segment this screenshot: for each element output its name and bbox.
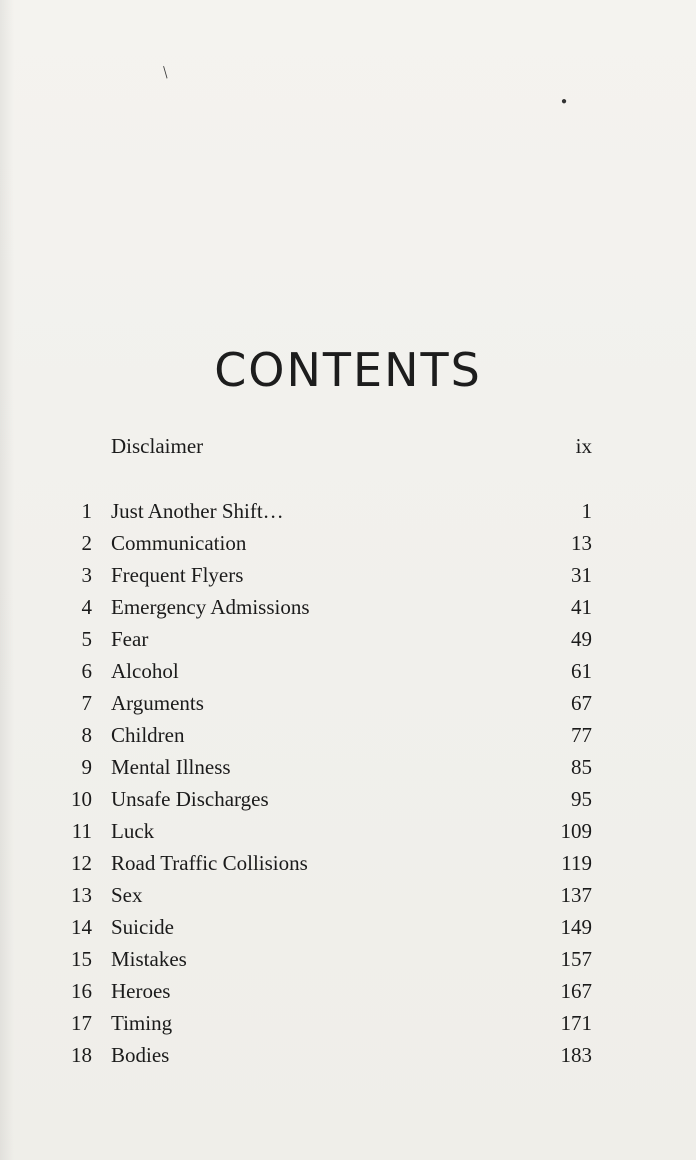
- chapter-page: 109: [560, 819, 592, 843]
- chapter-number: 18: [71, 1043, 92, 1067]
- chapter-title: Unsafe Discharges: [111, 787, 269, 811]
- chapter-title: Fear: [111, 627, 149, 651]
- chapter-page: 67: [571, 691, 592, 715]
- toc-entry: [60, 527, 596, 559]
- toc-entry: [60, 975, 596, 1007]
- chapter-page: 137: [560, 883, 592, 907]
- toc-entry: [60, 623, 596, 655]
- chapter-page: 183: [560, 1043, 592, 1067]
- chapter-title: Suicide: [111, 915, 174, 939]
- chapter-title: Alcohol: [111, 659, 179, 683]
- chapter-number: 11: [71, 819, 92, 843]
- chapter-title: Arguments: [111, 691, 204, 715]
- toc-entry: [60, 1007, 596, 1039]
- chapter-page: 13: [571, 531, 592, 555]
- chapter-title: Heroes: [111, 979, 171, 1003]
- chapter-title: Sex: [111, 883, 143, 907]
- chapter-page: 77: [571, 723, 592, 747]
- toc-entry: [60, 815, 596, 847]
- chapter-title: Children: [111, 723, 185, 747]
- toc-entry: [60, 559, 596, 591]
- chapter-page: 85: [571, 755, 592, 779]
- chapter-title: Communication: [111, 531, 247, 555]
- chapter-page: 41: [571, 595, 592, 619]
- chapter-number: 13: [71, 883, 92, 907]
- toc-entry-disclaimer: [60, 430, 596, 462]
- toc-entry: [60, 719, 596, 751]
- toc-entry: [60, 495, 596, 527]
- page-title: CONTENTS: [214, 342, 482, 397]
- chapter-page: 119: [561, 851, 592, 875]
- chapter-number: 16: [71, 979, 92, 1003]
- chapter-number: 15: [71, 947, 92, 971]
- toc-entry: [60, 591, 596, 623]
- toc-entry: [60, 1039, 596, 1071]
- chapter-title: Mental Illness: [111, 755, 231, 779]
- chapter-number: 9: [81, 755, 92, 779]
- chapter-page: 157: [560, 947, 592, 971]
- page-edge-shadow: [0, 0, 14, 1160]
- chapter-number: 5: [81, 627, 92, 651]
- table-of-contents: [60, 430, 596, 1071]
- chapter-page: 61: [571, 659, 592, 683]
- chapter-number: 10: [71, 787, 92, 811]
- chapter-title: Luck: [111, 819, 155, 843]
- toc-entry: [60, 783, 596, 815]
- toc-entry: [60, 655, 596, 687]
- toc-entry: [60, 879, 596, 911]
- chapter-title: Road Traffic Collisions: [111, 851, 308, 875]
- chapter-number: 17: [71, 1011, 92, 1035]
- toc-entry: [60, 751, 596, 783]
- chapter-title: Timing: [111, 1011, 173, 1035]
- chapter-number: 1: [81, 499, 92, 523]
- chapter-page: 49: [571, 627, 592, 651]
- chapter-number: 12: [71, 851, 92, 875]
- toc-entry: [60, 911, 596, 943]
- chapter-number: 3: [81, 563, 92, 587]
- chapter-page: 167: [560, 979, 592, 1003]
- toc-entry: [60, 687, 596, 719]
- chapter-title: Just Another Shift…: [111, 499, 284, 523]
- chapter-number: 7: [81, 691, 92, 715]
- chapter-number: 4: [81, 595, 92, 619]
- ink-dot: ●: [561, 96, 568, 107]
- toc-entry-label: Disclaimer: [111, 434, 204, 458]
- chapter-number: 6: [81, 659, 92, 683]
- toc-entry: [60, 847, 596, 879]
- chapter-title: Mistakes: [111, 947, 187, 971]
- chapter-title: Emergency Admissions: [111, 595, 310, 619]
- toc-entry: [60, 943, 596, 975]
- chapter-title: Frequent Flyers: [111, 563, 244, 587]
- chapter-title: Bodies: [111, 1043, 170, 1067]
- chapter-number: 2: [81, 531, 92, 555]
- chapter-page: 1: [581, 499, 592, 523]
- chapter-page: 171: [560, 1011, 592, 1035]
- pen-mark: /: [157, 62, 174, 82]
- chapter-number: 8: [81, 723, 92, 747]
- chapter-page: 31: [571, 563, 592, 587]
- toc-entry-page: ix: [575, 434, 592, 458]
- toc-spacer: [60, 462, 596, 495]
- chapter-number: 14: [71, 915, 92, 939]
- bleed-through-toc: [40, 112, 600, 267]
- chapter-page: 149: [560, 915, 592, 939]
- chapter-page: 95: [571, 787, 592, 811]
